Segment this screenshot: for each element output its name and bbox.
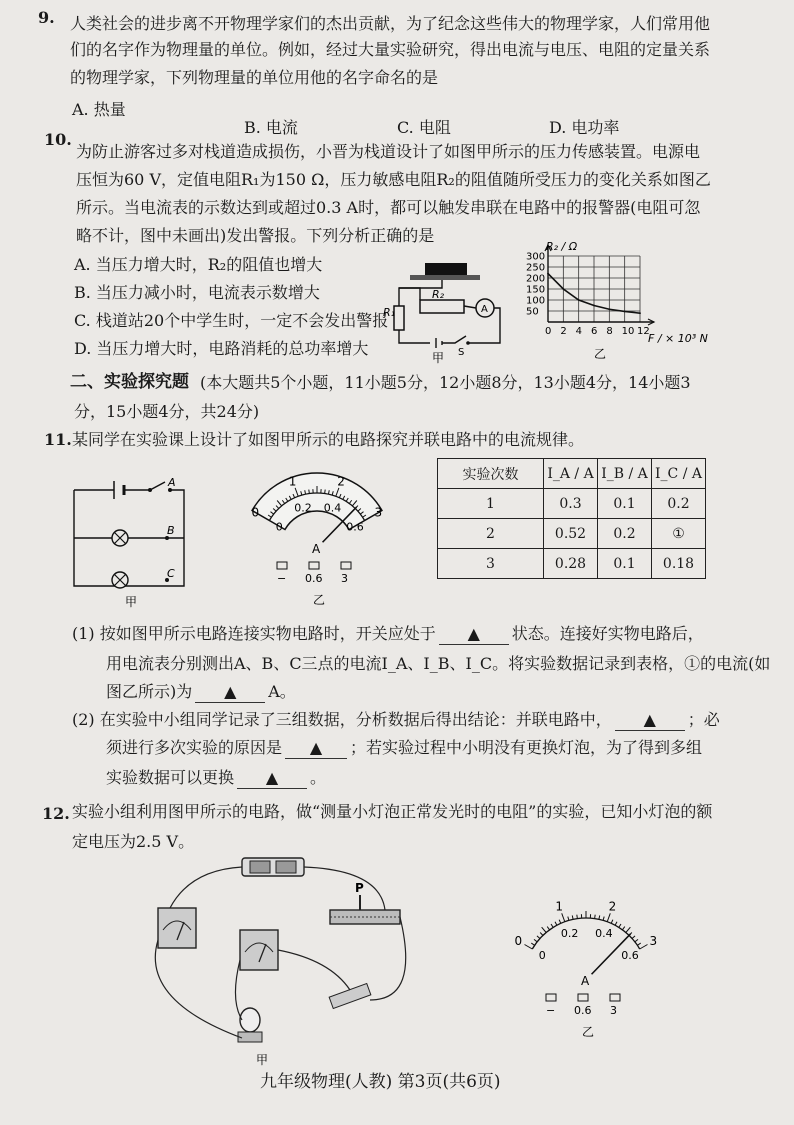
dial-arc: [532, 918, 639, 949]
table-row: [438, 549, 706, 579]
table-cell: 0.1: [598, 549, 652, 579]
dial-tick: [559, 920, 561, 924]
q11-p2-line1: [72, 710, 720, 731]
curve-point: [593, 305, 595, 307]
q10-line2: 压恒为60 V，定值电阻R₁为150 Ω，压力敏感电阻R₂的阻值随所受压力的变化关系如图乙: [76, 170, 711, 189]
dial-lower-label: 0.6: [621, 949, 639, 962]
x-tick-label: 10: [621, 326, 635, 337]
y-tick-label: 200: [526, 273, 546, 285]
q11-stem: 某同学在实验课上设计了如图甲所示的电路探究并联电路中的电流规律。: [72, 430, 585, 449]
curve-point: [562, 288, 564, 290]
q10-line3: 所示。当电流表的示数达到或超过0.3 A时，都可以触发串联在电路中的报警器(电阻可忽: [76, 198, 701, 217]
r1-label: R₁: [383, 306, 396, 319]
switch-device: [329, 984, 371, 1009]
q10-circuit-jia: [380, 258, 505, 363]
table-header: I_B / A: [598, 459, 652, 489]
dial-tick: [534, 939, 537, 941]
switch-label: S: [458, 347, 465, 358]
q9-option-a: A. 热量: [72, 100, 126, 119]
terminal-post: [546, 994, 556, 1001]
dial-tick: [572, 915, 573, 919]
terminal-label: 3: [610, 1004, 617, 1017]
table-header: I_A / A: [544, 459, 598, 489]
table-header: 实验次数: [438, 459, 544, 489]
dial-lower-label: 0.4: [323, 501, 342, 515]
q11-p2-line3: [106, 768, 326, 789]
terminal-post: [309, 562, 319, 569]
dial-tick: [577, 915, 578, 919]
q11-p1-text-c: 图乙所示)为: [106, 682, 193, 701]
x-tick-label: 2: [560, 326, 567, 337]
dial-lower-label: 0.2: [560, 927, 579, 941]
dial-tick: [607, 913, 610, 921]
dial-tick: [555, 922, 557, 926]
dial-tick: [562, 913, 565, 921]
dial-upper-label: 1: [555, 899, 563, 914]
table-cell: 0.28: [544, 549, 598, 579]
dial-tick: [595, 915, 596, 919]
dial-tick: [599, 915, 600, 919]
dial-tick: [525, 945, 533, 950]
q11-p2-text-f: 。: [310, 768, 327, 787]
r2-resistor: [420, 300, 464, 313]
dial-tick: [537, 936, 540, 939]
rheostat: [330, 910, 400, 924]
q9-number: 9.: [38, 8, 55, 27]
r1-resistor: [394, 306, 404, 330]
q11-ammeter-dial: [232, 460, 402, 610]
section2-desc1: (本大题共5个小题，11小题5分，12小题8分，13小题4分，14小题3: [200, 373, 691, 392]
section2-desc2: 分，15小题4分，共24分): [74, 402, 260, 421]
answer-blank-replace[interactable]: ▲: [237, 768, 307, 789]
terminal-label: 0.6: [574, 1004, 592, 1017]
fig-caption-yi: 乙: [594, 347, 607, 361]
page-footer: 九年级物理(人教) 第3页(共6页): [260, 1072, 501, 1092]
terminal-post: [610, 994, 620, 1001]
table-row: [438, 489, 706, 519]
bulb-device: [240, 1008, 260, 1032]
x-tick-label: 4: [575, 326, 583, 337]
q10-number: 10.: [44, 130, 72, 149]
table-cell: 1: [438, 489, 544, 519]
pressure-plate: [425, 263, 467, 275]
dial-unit: A: [581, 974, 590, 988]
q12-physical-circuit: [130, 850, 420, 1070]
fig-caption-jia: 甲: [432, 351, 445, 365]
q11-data-table: [437, 458, 706, 579]
dial-caption: 乙: [582, 1025, 595, 1039]
q9-line2: 们的名字作为物理量的单位。例如，经过大量实验研究，得出电流与电压、电阻的定量关系: [70, 40, 711, 59]
curve-point: [547, 273, 549, 275]
dial-tick: [640, 945, 648, 950]
q11-number: 11.: [44, 430, 72, 449]
q11-p2-text-b: ；必: [687, 710, 720, 729]
dial-tick: [619, 924, 621, 927]
terminal-label: −: [546, 1004, 556, 1017]
point-b-label: B: [167, 524, 175, 537]
q11-p1-line2: 用电流表分别测出A、B、C三点的电流I_A、I_B、I_C。将实验数据记录到表格，①的电流(如: [106, 654, 771, 673]
answer-blank-switch-state[interactable]: ▲: [439, 624, 509, 645]
table-cell: 0.2: [652, 489, 706, 519]
voltmeter-device: [240, 930, 278, 970]
q12-line1: 实验小组利用图甲所示的电路，做“测量小灯泡正常发光时的电阻”的实验，已知小灯泡的额: [72, 802, 713, 821]
dial-lower-label: 0.4: [595, 927, 613, 941]
ammeter-device: [158, 908, 196, 948]
answer-blank-current-1[interactable]: ▲: [195, 682, 265, 703]
curve-point: [624, 311, 626, 313]
table-header: I_C / A: [652, 459, 706, 489]
y-tick-label: 150: [526, 284, 546, 296]
dial-tick: [635, 939, 638, 941]
table-cell: ①: [652, 519, 706, 549]
table-cell: 0.52: [544, 519, 598, 549]
q11-p2-line2: [106, 738, 702, 759]
answer-blank-conclusion[interactable]: ▲: [615, 710, 685, 731]
table-cell: 3: [438, 549, 544, 579]
table-cell: 2: [438, 519, 544, 549]
answer-blank-reason[interactable]: ▲: [285, 738, 347, 759]
q11-p1-line1: [72, 624, 704, 645]
curve-point: [608, 308, 610, 310]
q12-number: 12.: [42, 804, 70, 823]
curve-point: [578, 299, 580, 301]
q12-caption-jia: 甲: [256, 1053, 269, 1067]
q9-line1: 人类社会的进步离不开物理学家们的杰出贡献，为了纪念这些伟大的物理学家，人们常用他: [70, 14, 711, 33]
slider-p-label: P: [355, 881, 364, 895]
table-cell: 0.3: [544, 489, 598, 519]
dial-tick: [551, 924, 553, 927]
q9-option-c: C. 电阻: [397, 118, 451, 137]
terminal-label: 3: [341, 572, 348, 585]
section2-title: 二、实验探究题: [70, 372, 189, 392]
table-cell: 0.2: [598, 519, 652, 549]
dial-tick: [615, 922, 617, 926]
dial-tick: [632, 936, 635, 939]
dial-unit: A: [312, 542, 321, 556]
q10-line1: 为防止游客过多对栈道造成损伤，小晋为栈道设计了如图甲所示的压力传感装置。电源电: [76, 142, 701, 161]
table-row: [438, 519, 706, 549]
dial-lower-label: 0.6: [346, 520, 364, 534]
chart-x-label: F / × 10³ N: [648, 332, 708, 345]
table-cell: 0.1: [598, 489, 652, 519]
terminal-post: [277, 562, 287, 569]
q11-p2-text-d: ；若实验过程中小明没有更换灯泡，为了得到多组: [350, 738, 703, 757]
dial-tick: [309, 490, 310, 494]
point-a-label: A: [168, 476, 176, 489]
q11-circuit-jia: [70, 476, 200, 611]
x-tick-label: 6: [591, 326, 598, 337]
dial-tick: [626, 927, 630, 932]
q11-p2-text-c: 须进行多次实验的原因是: [106, 738, 283, 757]
dial-upper-label: 3: [649, 934, 658, 948]
terminal-post: [341, 562, 351, 569]
dial-upper-label: 1: [288, 474, 297, 489]
dial-tick: [637, 943, 640, 945]
dial-upper-label: 3: [374, 505, 383, 520]
dial-upper-label: 2: [608, 899, 617, 914]
y-tick-label: 300: [526, 251, 546, 263]
y-tick-label: 100: [526, 295, 546, 307]
q9-option-b: B. 电流: [244, 118, 298, 137]
q11-caption-jia: 甲: [125, 595, 138, 609]
q11-p1-text-b: 状态。连接好实物电路后，: [511, 624, 704, 643]
x-tick-label: 8: [606, 326, 613, 337]
x-tick-label: 0: [545, 326, 552, 337]
q10-option-a: A. 当压力增大时，R₂的阻值也增大: [74, 255, 323, 274]
q10-option-c: C. 栈道站20个中学生时，一定不会发出警报: [74, 311, 389, 330]
q10-option-d: D. 当压力增大时，电路消耗的总功率增大: [74, 339, 369, 358]
sensor-base: [410, 275, 480, 280]
dial-tick: [542, 927, 546, 932]
dial-upper-label: 2: [337, 474, 345, 489]
dial-tick: [611, 920, 613, 924]
q10-option-b: B. 当压力减小时，电流表示数增大: [74, 283, 320, 302]
dial-tick: [568, 917, 569, 921]
dial-lower-label: 0.2: [294, 501, 312, 515]
dial-lower-label: 0: [275, 520, 283, 534]
point-c-label: C: [167, 567, 175, 580]
q11-p1-text-a: (1) 按如图甲所示电路连接实物电路时，开关应处于: [72, 624, 436, 643]
dial-tick: [603, 917, 604, 921]
q11-p1-line3: [106, 682, 296, 703]
y-tick-label: 50: [526, 306, 539, 318]
table-cell: 0.18: [652, 549, 706, 579]
q12-line2: 定电压为2.5 V。: [72, 832, 195, 851]
terminal-label: −: [277, 572, 287, 585]
y-tick-label: 250: [526, 262, 546, 274]
dial-tick: [325, 490, 326, 494]
dial-tick: [547, 927, 549, 930]
q9-line3: 的物理学家，下列物理量的单位用他的名字命名的是: [70, 68, 439, 87]
ammeter-label: A: [481, 304, 488, 315]
terminal-label: 0.6: [305, 572, 323, 585]
q12-ammeter-dial: [496, 880, 676, 1050]
q11-p1-text-d: A。: [268, 682, 296, 701]
q11-p2-text-e: 实验数据可以更换: [106, 768, 235, 787]
table-header-row: [438, 459, 706, 489]
dial-tick: [531, 943, 534, 945]
dial-tick: [622, 927, 624, 930]
terminal-post: [578, 994, 588, 1001]
q11-p2-text-a: (2) 在实验中小组同学记录了三组数据，分析数据后得出结论：并联电路中，: [72, 710, 612, 729]
dial-upper-label: 0: [514, 934, 523, 948]
curve-point: [639, 312, 641, 314]
q10-line4: 略不计，图中未画出)发出警报。下列分析正确的是: [76, 226, 435, 245]
dial-tick: [540, 933, 543, 936]
dial-caption: 乙: [313, 593, 326, 607]
chart-y-label: R₂ / Ω: [546, 240, 578, 253]
r2-force-chart: [512, 238, 712, 378]
dial-lower-label: 0: [538, 949, 546, 962]
x-tick-label: 12: [637, 326, 650, 337]
q9-option-d: D. 电功率: [549, 118, 620, 137]
dial-upper-label: 0: [251, 505, 260, 520]
r2-label: R₂: [432, 288, 445, 301]
